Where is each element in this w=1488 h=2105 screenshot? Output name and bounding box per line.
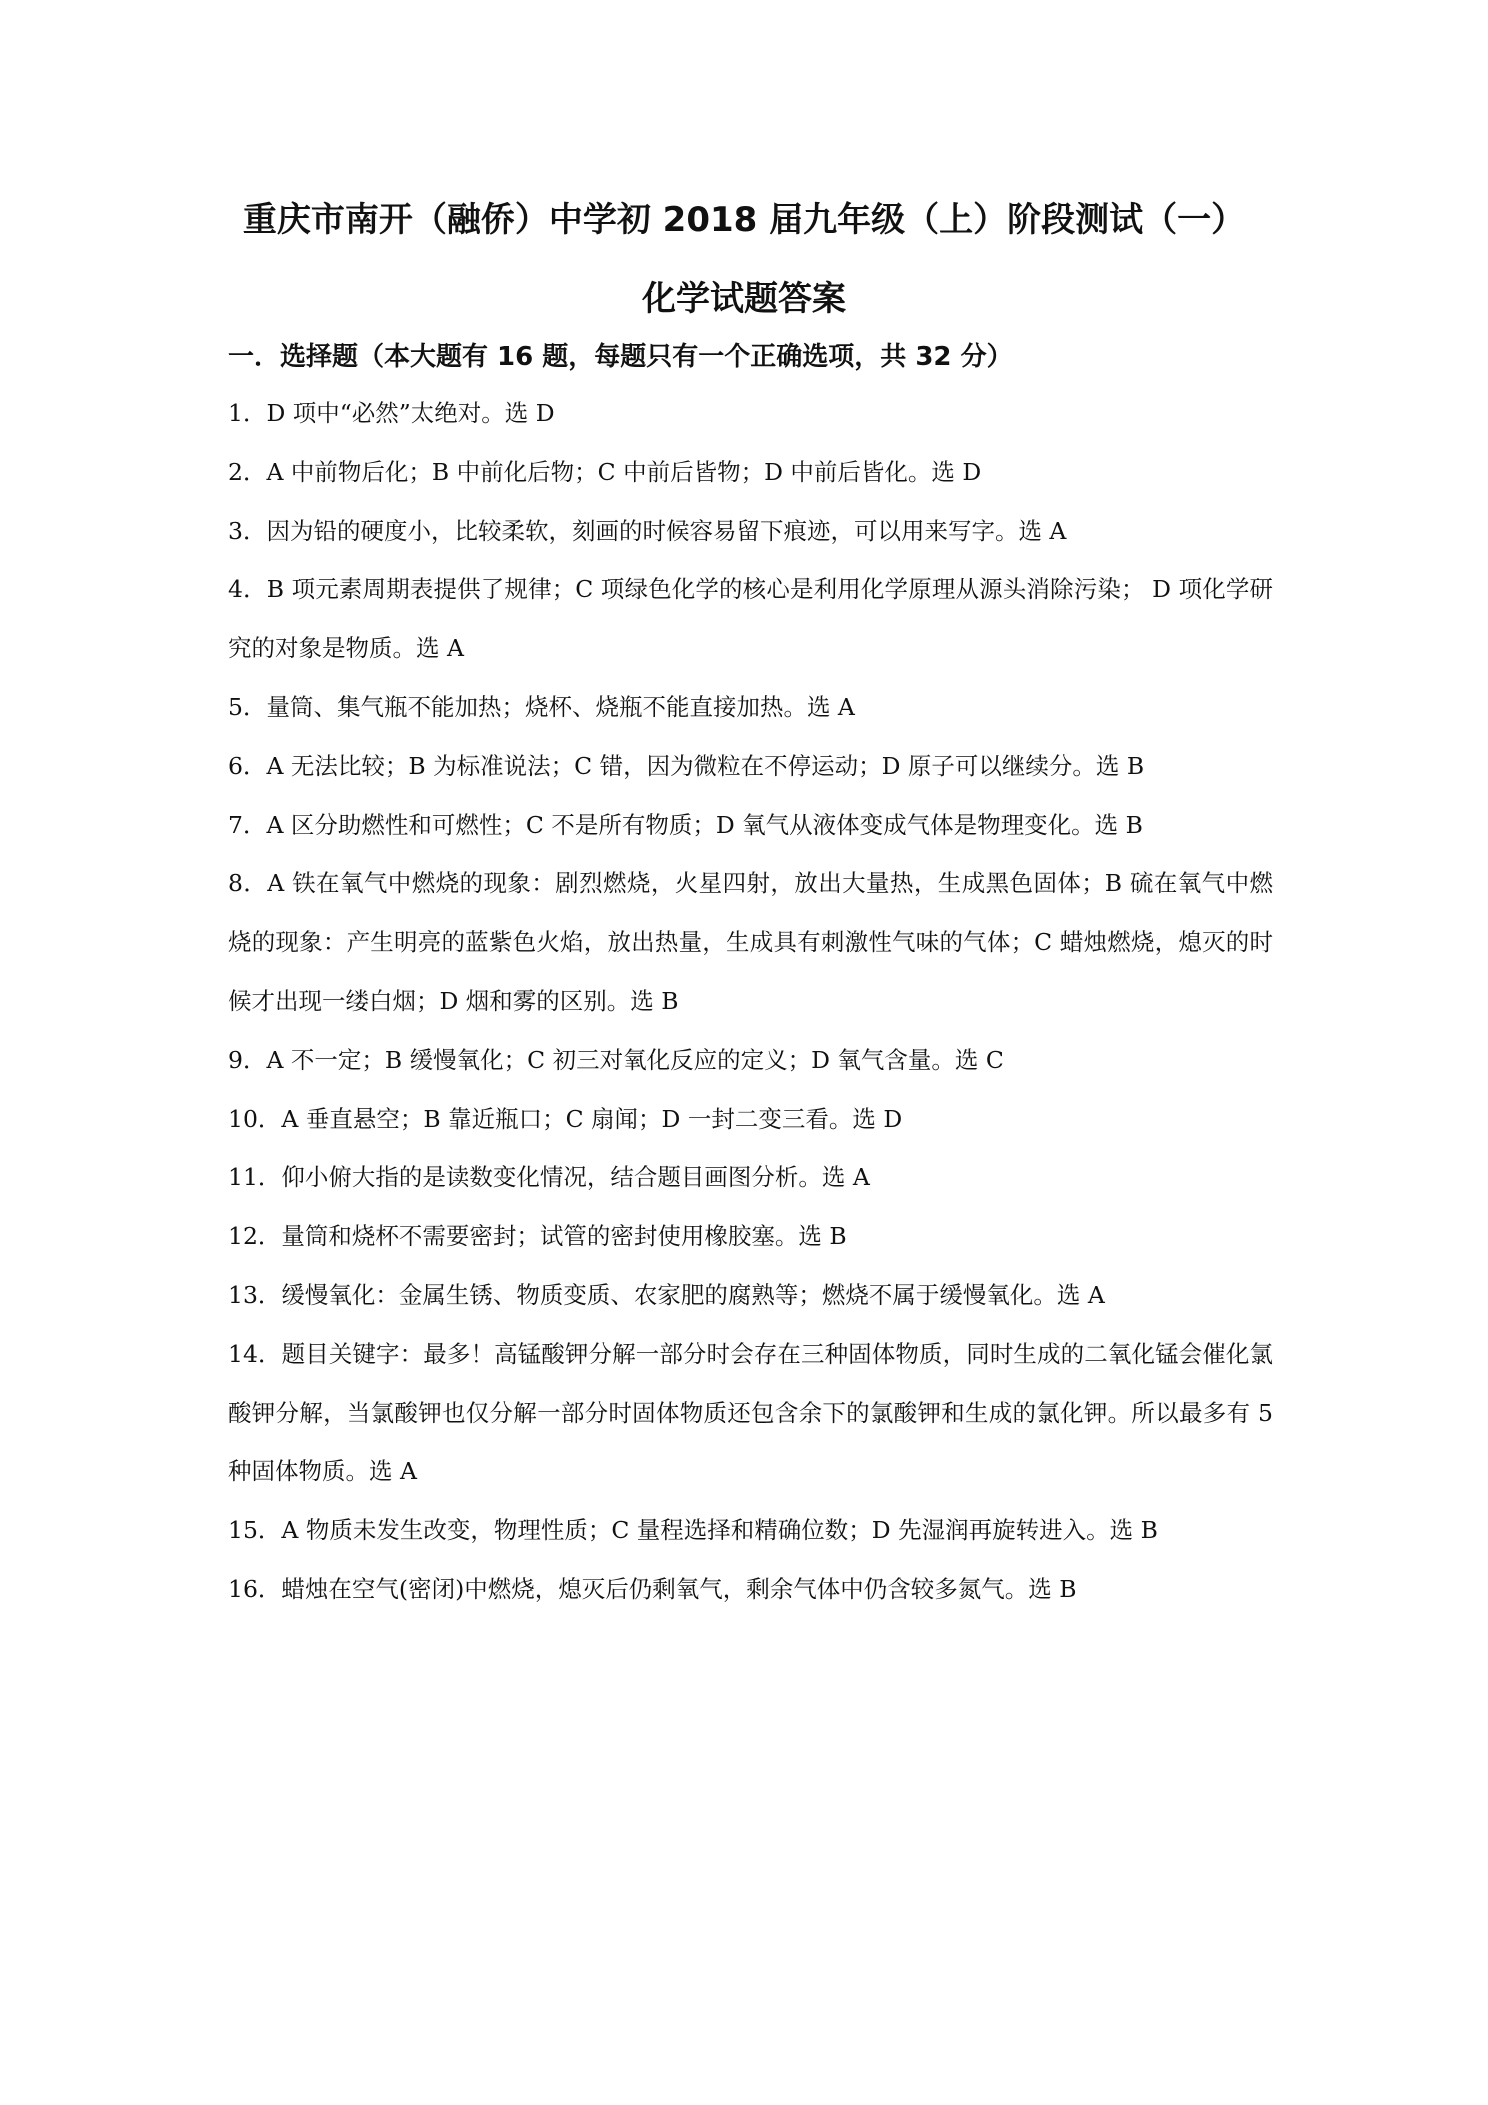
answer-item-14: 14．题目关键字：最多！高锰酸钾分解一部分时会存在三种固体物质，同时生成的二氧化锰会催化氯酸钾分解，当氯酸钾也仅分解一部分时固体物质还包含余下的氯酸钾和生成的氯化钾。所以最多有 5 种固体物质。选 A bbox=[228, 1339, 1273, 1486]
answer-item-7: 7．A 区分助燃性和可燃性；C 不是所有物质；D 氧气从液体变成气体是物理变化。选 B bbox=[228, 810, 1143, 839]
answer-item-12: 12．量筒和烧杯不需要密封；试管的密封使用橡胶塞。选 B bbox=[228, 1222, 847, 1251]
page-title: 重庆市南开（融侨）中学初 2018 届九年级（上）阶段测试（一） bbox=[242, 200, 1246, 240]
section-heading: 一．选择题（本大题有 16 题，每题只有一个正确选项，共 32 分） bbox=[228, 342, 1013, 372]
answer-item-4: 4．B 项元素周期表提供了规律；C 项绿色化学的核心是利用化学原理从源头消除污染； D 项化学研究的对象是物质。选 A bbox=[228, 575, 1273, 663]
answer-item-15: 15．A 物质未发生改变，物理性质；C 量程选择和精确位数；D 先湿润再旋转进入。选 B bbox=[228, 1516, 1158, 1545]
answer-item-13: 13．缓慢氧化：金属生锈、物质变质、农家肥的腐熟等；燃烧不属于缓慢氧化。选 A bbox=[228, 1280, 1105, 1309]
answer-item-10: 10．A 垂直悬空；B 靠近瓶口；C 扇闻；D 一封二变三看。选 D bbox=[228, 1104, 903, 1133]
answer-item-9: 9．A 不一定；B 缓慢氧化；C 初三对氧化反应的定义；D 氧气含量。选 C bbox=[228, 1045, 1004, 1074]
answer-item-8: 8．A 铁在氧气中燃烧的现象：剧烈燃烧，火星四射，放出大量热，生成黑色固体；B 硫在氧气中燃烧的现象：产生明亮的蓝紫色火焰，放出热量，生成具有刺激性气味的气体；C 蜡烛燃烧，熄灭的时候才出现一缕白烟；D 烟和雾的区别。选 B bbox=[228, 869, 1273, 1015]
page-subtitle: 化学试题答案 bbox=[642, 279, 846, 319]
answer-item-2: 2．A 中前物后化；B 中前化后物；C 中前后皆物；D 中前后皆化。选 D bbox=[228, 457, 982, 486]
answer-item-11: 11．仰小俯大指的是读数变化情况，结合题目画图分析。选 A bbox=[228, 1163, 870, 1192]
answer-item-5: 5．量筒、集气瓶不能加热；烧杯、烧瓶不能直接加热。选 A bbox=[228, 692, 855, 721]
answer-item-1: 1．D 项中“必然”太绝对。选 D bbox=[228, 399, 555, 427]
answer-item-3: 3．因为铅的硬度小，比较柔软，刻画的时候容易留下痕迹，可以用来写字。选 A bbox=[228, 516, 1067, 545]
answer-list bbox=[228, 384, 1273, 1619]
answer-item-6: 6．A 无法比较；B 为标准说法；C 错，因为微粒在不停运动；D 原子可以继续分。选 B bbox=[228, 751, 1145, 780]
answer-item-16: 16．蜡烛在空气(密闭)中燃烧，熄灭后仍剩氧气，剩余气体中仍含较多氮气。选 B bbox=[228, 1574, 1077, 1603]
